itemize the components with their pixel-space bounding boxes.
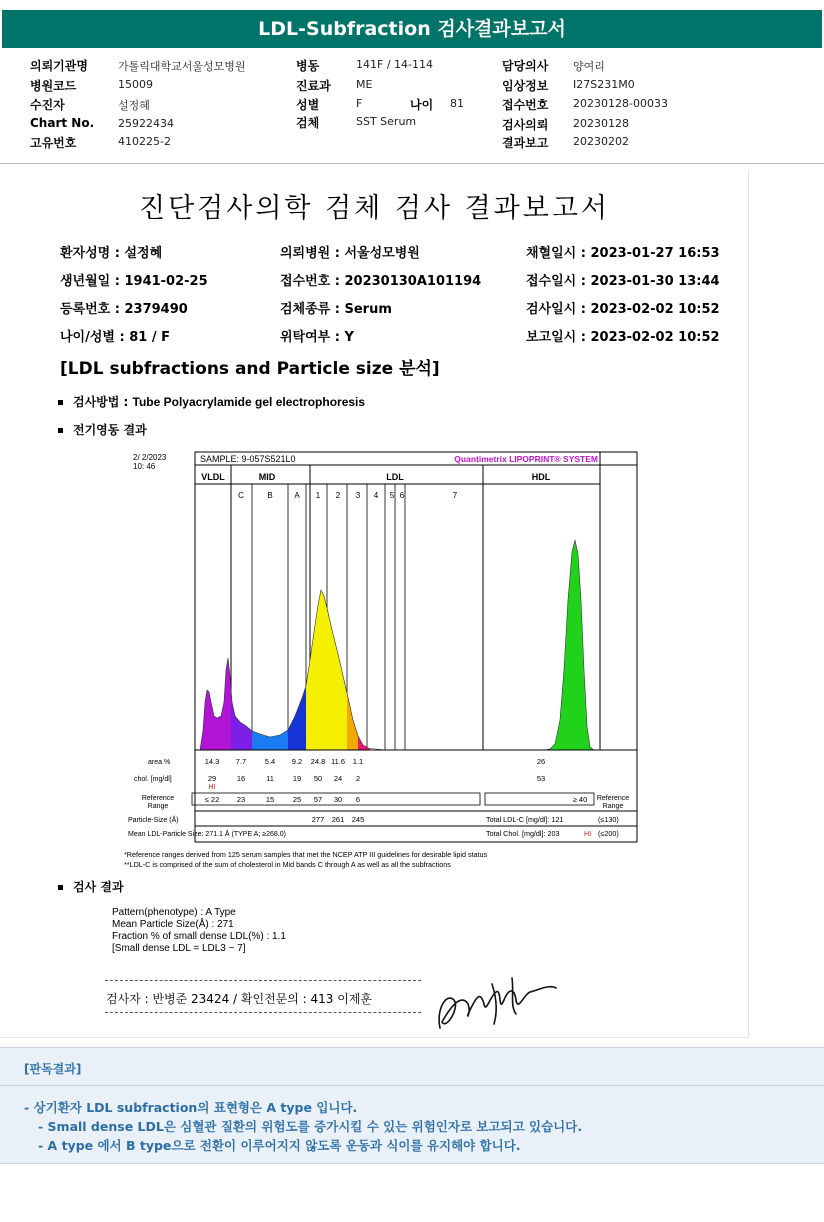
header-label: 임상정보 bbox=[502, 79, 549, 93]
judgement-line: - 상기환자 LDL subfraction의 표현형은 A type 입니다. bbox=[24, 1100, 358, 1115]
row-label: Mean LDL-Particle Size: 271.1 Å (TYPE A; ≥268.0) bbox=[128, 831, 286, 838]
patient-info: 검체종류 : Serum bbox=[280, 302, 392, 317]
patient-header bbox=[0, 50, 824, 164]
reference-value: 30 bbox=[333, 795, 343, 804]
result-item bbox=[58, 878, 124, 895]
electro-item bbox=[58, 421, 147, 438]
patient-info: 나이/성별 : 81 / F bbox=[60, 330, 171, 345]
band-label: 4 bbox=[373, 491, 379, 500]
header-label: 고유번호 bbox=[30, 136, 77, 150]
band-label: 2 bbox=[335, 491, 341, 500]
reference-value: 25 bbox=[292, 795, 302, 804]
method-value: Tube Polyacrylamide gel electrophoresis bbox=[132, 395, 366, 409]
total-chol-flag: HI bbox=[584, 829, 592, 838]
header-label: 병동 bbox=[296, 59, 320, 73]
area-value: 9.2 bbox=[291, 757, 303, 766]
row-label: Reference bbox=[141, 795, 175, 802]
header-label: 검사의뢰 bbox=[502, 118, 549, 132]
group-label: HDL bbox=[531, 472, 551, 482]
method-label: 검사방법 : bbox=[73, 395, 133, 409]
chol-value: 19 bbox=[292, 774, 302, 783]
area-value: 1.1 bbox=[352, 757, 364, 766]
judgement-line: - A type 에서 B type으로 전환이 이루어지지 않도록 운동과 식이를 유지해야 합니다. bbox=[38, 1138, 521, 1153]
judgement-panel bbox=[0, 1047, 824, 1164]
header-value: 81 bbox=[450, 97, 464, 110]
patient-info: 위탁여부 : Y bbox=[280, 330, 354, 345]
dashed-divider bbox=[105, 980, 421, 981]
patient-info: 보고일시 : 2023-02-02 10:52 bbox=[526, 330, 720, 345]
chart-title: SAMPLE: 9-057S521L0 bbox=[200, 454, 296, 464]
bullet-icon bbox=[58, 885, 63, 890]
chol-value: 24 bbox=[333, 774, 343, 783]
header-value: 141F / 14-114 bbox=[356, 58, 433, 71]
chol-value: 2 bbox=[355, 774, 361, 783]
method-item bbox=[58, 393, 365, 410]
area-value: 14.3 bbox=[204, 757, 220, 766]
total-ldl-label: Total LDL-C [mg/dl]: 121 bbox=[486, 815, 564, 824]
band-label: 7 bbox=[452, 491, 458, 500]
band-label: 1 bbox=[315, 491, 321, 500]
row-label: area.% bbox=[148, 759, 171, 766]
row-label: Range bbox=[602, 803, 624, 810]
header-label: 결과보고 bbox=[502, 136, 549, 150]
header-value: F bbox=[356, 97, 363, 110]
area-value: 11.6 bbox=[330, 757, 346, 766]
header-value: ME bbox=[356, 78, 373, 91]
group-label: MID bbox=[258, 472, 276, 482]
band-label: C bbox=[238, 491, 244, 500]
header-value: 20230128 bbox=[573, 117, 629, 130]
header-value: 410225-2 bbox=[118, 135, 171, 148]
patient-info: 의뢰병원 : 서울성모병원 bbox=[280, 246, 420, 261]
header-label: Chart No. bbox=[30, 116, 95, 130]
area-value: 24.8 bbox=[310, 757, 326, 766]
total-ldl-ref: (≤130) bbox=[598, 815, 619, 824]
header-label: 수진자 bbox=[30, 98, 65, 112]
total-chol-ref: (≤200) bbox=[598, 829, 619, 838]
result-line: Pattern(phenotype) : A Type bbox=[112, 907, 236, 918]
header-value: 20230128-00033 bbox=[573, 97, 668, 110]
chart-footnote: **LDL-C is comprised of the sum of cholesterol in Mid bands C through A as well as all the subfractions bbox=[124, 860, 451, 869]
lab-report bbox=[0, 170, 749, 1038]
particle-size-value: 277 bbox=[311, 815, 325, 824]
reference-value: ≤ 22 bbox=[204, 795, 220, 804]
area-value: 26 bbox=[536, 757, 546, 766]
header-label: 진료과 bbox=[296, 79, 331, 93]
header-label: 나이 bbox=[410, 98, 434, 112]
area-value: 5.4 bbox=[264, 757, 276, 766]
particle-size-value: 261 bbox=[331, 815, 345, 824]
result-line: Fraction % of small dense LDL(%) : 1.1 bbox=[112, 931, 286, 942]
group-label: LDL bbox=[386, 472, 404, 482]
row-label: chol. [mg/dl] bbox=[134, 776, 172, 783]
reference-value: 23 bbox=[236, 795, 246, 804]
electro-label: 전기영동 결과 bbox=[73, 423, 147, 437]
patient-info: 접수일시 : 2023-01-30 13:44 bbox=[526, 274, 720, 289]
chol-value: 50 bbox=[313, 774, 323, 783]
judgement-line: - Small dense LDL은 심혈관 질환의 위험도를 증가시킬 수 있는 위험인자로 보고되고 있습니다. bbox=[38, 1119, 583, 1134]
group-label: VLDL bbox=[201, 472, 225, 482]
band-label: 5 bbox=[389, 491, 395, 500]
patient-info: 검사일시 : 2023-02-02 10:52 bbox=[526, 302, 720, 317]
dashed-divider bbox=[105, 1012, 421, 1013]
header-value: 설정혜 bbox=[118, 99, 150, 112]
result-line: Mean Particle Size(Å) : 271 bbox=[112, 919, 234, 930]
total-chol-label: Total Chol. [mg/dl]: 203 bbox=[486, 829, 560, 838]
chart-time: 10: 46 bbox=[133, 462, 156, 471]
band-label: 3 bbox=[355, 491, 361, 500]
row-label: Reference bbox=[596, 795, 630, 802]
judgement-divider bbox=[0, 1085, 824, 1086]
reference-value: 57 bbox=[313, 795, 323, 804]
chart-background bbox=[120, 450, 638, 860]
result-line: [Small dense LDL = LDL3 ~ 7] bbox=[112, 943, 246, 954]
chol-value: 53 bbox=[536, 774, 546, 783]
chol-value: 16 bbox=[236, 774, 246, 783]
result-label: 검사 결과 bbox=[73, 880, 124, 894]
patient-info: 환자성명 : 설정혜 bbox=[60, 246, 163, 261]
header-label: 성별 bbox=[296, 98, 320, 112]
patient-info: 등록번호 : 2379490 bbox=[60, 302, 188, 317]
header-value: 양여리 bbox=[573, 60, 605, 73]
patient-info: 채혈일시 : 2023-01-27 16:53 bbox=[526, 246, 720, 261]
chart-brand: Quantimetrix LIPOPRINT® SYSTEM bbox=[454, 454, 598, 464]
header-label: 병원코드 bbox=[30, 79, 77, 93]
reference-value: 6 bbox=[355, 795, 361, 804]
header-value: SST Serum bbox=[356, 115, 417, 128]
handwritten-signature bbox=[432, 970, 562, 1036]
chart-footnote: *Reference ranges derived from 125 serum samples that met the NCEP ATP III guidelines for desirable lipid status bbox=[124, 850, 488, 859]
row-label: Range bbox=[147, 803, 169, 810]
hi-flag: HI bbox=[208, 784, 216, 791]
area-value: 7.7 bbox=[235, 757, 247, 766]
band-label: 6 bbox=[399, 491, 405, 500]
header-value: 15009 bbox=[118, 78, 153, 91]
chart-date: 2/ 2/2023 bbox=[133, 453, 167, 462]
band-label: B bbox=[267, 491, 273, 500]
header-label: 의뢰기관명 bbox=[30, 59, 88, 73]
reference-value: ≥ 40 bbox=[572, 795, 588, 804]
chol-value: 29 bbox=[207, 774, 217, 783]
patient-info: 생년월일 : 1941-02-25 bbox=[60, 274, 208, 289]
report-banner: LDL-Subfraction 검사결과보고서 bbox=[2, 10, 822, 48]
bullet-icon bbox=[58, 428, 63, 433]
signature-line: 검사자 : 반병준 23424 / 확인전문의 : 413 이제훈 bbox=[106, 992, 373, 1006]
header-value: 가톨릭대학교서울성모병원 bbox=[118, 60, 246, 73]
band-label: A bbox=[294, 491, 300, 500]
header-value: 20230202 bbox=[573, 135, 629, 148]
header-label: 담당의사 bbox=[502, 59, 549, 73]
particle-size-value: 245 bbox=[351, 815, 365, 824]
reference-value: 15 bbox=[265, 795, 275, 804]
section-heading: [LDL subfractions and Particle size 분석] bbox=[60, 359, 440, 379]
report-title: 진단검사의학 검체 검사 결과보고서 bbox=[139, 193, 610, 224]
header-label: 검체 bbox=[296, 116, 320, 130]
judgement-title: [판독결과] bbox=[24, 1062, 82, 1076]
lipoprint-chart bbox=[120, 450, 638, 860]
header-value: 25922434 bbox=[118, 117, 174, 130]
patient-info: 접수번호 : 20230130A101194 bbox=[280, 274, 482, 289]
row-label: Particle-Size (Å) bbox=[128, 817, 179, 824]
header-value: I27S231M0 bbox=[573, 78, 635, 91]
header-label: 접수번호 bbox=[502, 98, 549, 112]
bullet-icon bbox=[58, 400, 63, 405]
result-lines bbox=[112, 907, 286, 955]
chol-value: 11 bbox=[266, 774, 274, 783]
